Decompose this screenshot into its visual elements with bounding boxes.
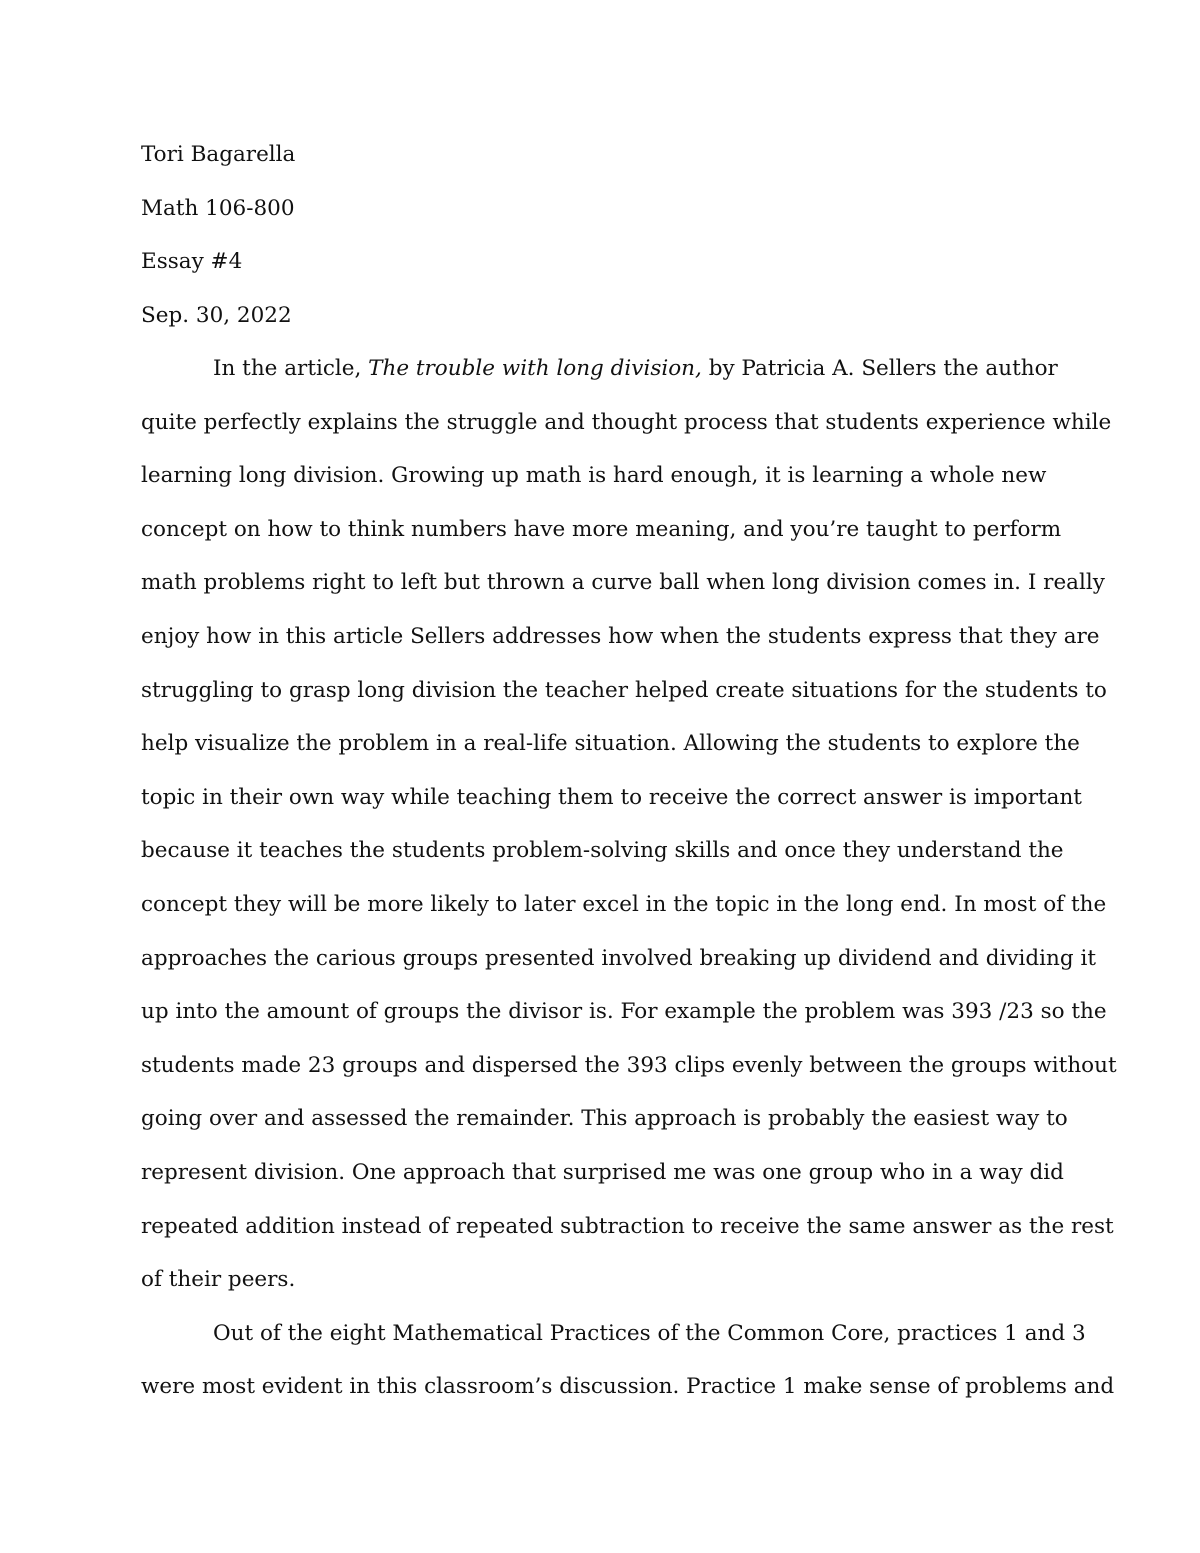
paragraph-line: represent division. One approach that surprised me was one group who in a way did — [141, 1159, 1064, 1185]
article-title: The trouble with long division, — [368, 356, 702, 381]
paragraph-line — [141, 342, 1061, 396]
course-name: Math 106-800 — [141, 195, 295, 221]
paragraph-line: concept on how to think numbers have more meaning, and you’re taught to perform — [141, 516, 1062, 542]
paragraph-line: quite perfectly explains the struggle and thought process that students experience while — [141, 409, 1112, 435]
paragraph-line: Out of the eight Mathematical Practices of the Common Core, practices 1 and 3 — [213, 1320, 1086, 1346]
paragraph-line: because it teaches the students problem-solving skills and once they understand the — [141, 838, 1064, 864]
author-name: Tori Bagarella — [141, 142, 296, 167]
paragraph-line: going over and assessed the remainder. This approach is probably the easiest way to — [141, 1106, 1068, 1132]
paragraph-line: struggling to grasp long division the teacher helped create situations for the students to — [141, 677, 1107, 703]
paragraph-line: enjoy how in this article Sellers addresses how when the students express that they are — [141, 623, 1100, 649]
text-run: In the article, — [213, 356, 369, 381]
paragraph-2 — [141, 1307, 1115, 1414]
text-run: by Patricia A. Sellers the author — [701, 356, 1058, 381]
paragraph-line: concept they will be more likely to later excel in the topic in the long end. In most of the — [141, 891, 1107, 917]
paragraph-line: were most evident in this classroom’s discussion. Practice 1 make sense of problems and — [141, 1374, 1115, 1400]
paragraph-line: approaches the carious groups presented involved breaking up dividend and dividing it — [141, 945, 1097, 971]
paragraph-line: repeated addition instead of repeated subtraction to receive the same answer as the rest — [141, 1213, 1114, 1239]
paragraph-line: of their peers. — [141, 1267, 296, 1293]
paragraph-line: topic in their own way while teaching them to receive the correct answer is important — [141, 784, 1082, 810]
paragraph-1 — [141, 342, 1117, 1307]
essay-header — [141, 128, 1061, 342]
paragraph-line: learning long division. Growing up math is hard enough, it is learning a whole new — [141, 463, 1047, 489]
essay-body — [141, 342, 1117, 1414]
paragraph-line: students made 23 groups and dispersed the 393 clips evenly between the groups without — [141, 1052, 1117, 1078]
paragraph-line: help visualize the problem in a real-life situation. Allowing the students to explore the — [141, 731, 1080, 757]
assignment-title: Essay #4 — [141, 249, 243, 275]
paragraph-line: up into the amount of groups the divisor is. For example the problem was 393 /23 so the — [141, 999, 1107, 1025]
paragraph-line: math problems right to left but thrown a curve ball when long division comes in. I really — [141, 570, 1105, 596]
essay-date: Sep. 30, 2022 — [141, 302, 292, 328]
